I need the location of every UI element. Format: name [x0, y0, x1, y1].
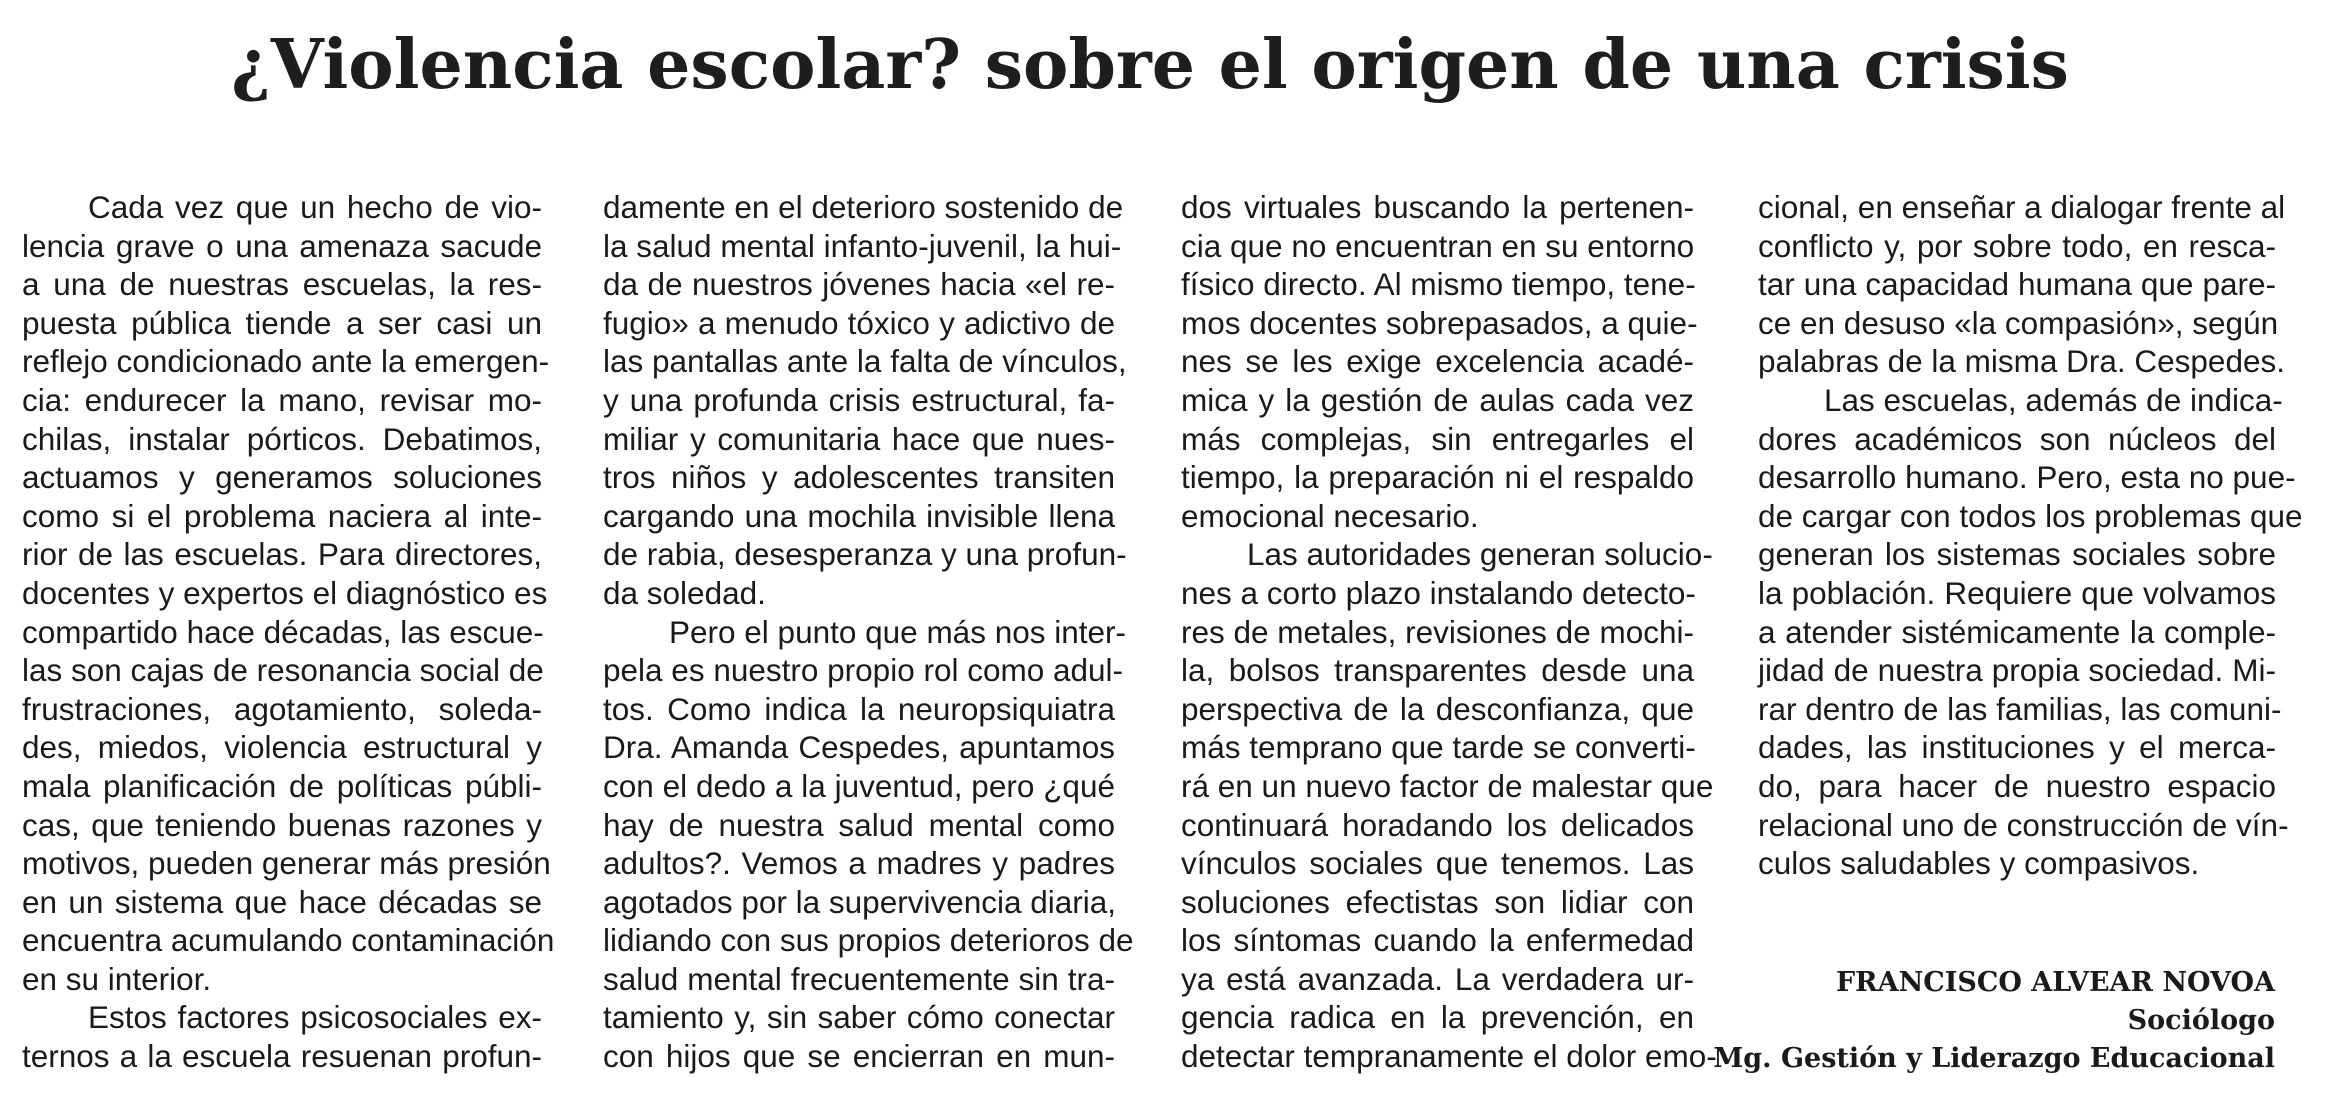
text-line: en un sistema que hace décadas se [22, 883, 542, 920]
text-line: do, para hacer de nuestro espacio [1758, 767, 2276, 804]
text-line: la salud mental infanto-juvenil, la hui- [603, 227, 1122, 264]
text-line: miliar y comunitaria hace que nues- [603, 420, 1115, 457]
text-line: con hijos que se encierran en mun- [603, 1038, 1115, 1075]
text-line: lidiando con sus propios deterioros de [603, 922, 1134, 959]
text-line: agotados por la supervivencia diaria, [603, 883, 1117, 920]
text-line: perspectiva de la desconfianza, que [1181, 690, 1694, 727]
text-line: chilas, instalar pórticos. Debatimos, [22, 420, 542, 457]
text-line: físico directo. Al mismo tiempo, tene- [1181, 266, 1696, 303]
text-line: los síntomas cuando la enfermedad [1181, 922, 1694, 959]
text-line: nes se les exige excelencia acadé- [1181, 343, 1694, 380]
text-line: conflicto y, por sobre todo, en resca- [1758, 227, 2276, 264]
text-line: la población. Requiere que volvamos [1758, 574, 2276, 611]
text-line: relacional uno de construcción de vín- [1758, 806, 2289, 843]
headline: ¿Violencia escolar? sobre el origen de una crisis [231, 25, 2069, 105]
text-line: Dra. Amanda Cespedes, apuntamos [603, 729, 1115, 766]
article-column-1 [22, 188, 555, 1076]
text-line: jidad de nuestra propia sociedad. Mi- [1758, 652, 2276, 689]
text-line: emocional necesario. [1181, 497, 1479, 534]
text-line: desarrollo humano. Pero, esta no pue- [1758, 459, 2296, 496]
text-line: rá en un nuevo factor de malestar que [1181, 767, 1714, 804]
text-line: des, miedos, violencia estructural y [22, 729, 542, 766]
text-line: ternos a la escuela resuenan profun- [22, 1038, 542, 1075]
text-line: rar dentro de las familias, las comuni- [1758, 690, 2282, 727]
text-line: como si el problema naciera al inte- [22, 497, 542, 534]
text-line: res de metales, revisiones de mochi- [1181, 613, 1694, 650]
text-line: cargando una mochila invisible llena [603, 497, 1115, 534]
text-line: Cada vez que un hecho de vio- [88, 189, 542, 225]
text-line: motivos, pueden generar más presión [22, 845, 551, 882]
text-line: tiempo, la preparación ni el respaldo [1181, 459, 1694, 496]
text-line: actuamos y generamos soluciones [22, 459, 542, 496]
text-line: encuentra acumulando contaminación [22, 922, 555, 959]
text-line: cia: endurecer la mano, revisar mo- [22, 381, 542, 418]
text-line: culos saludables y compasivos. [1758, 845, 2200, 882]
text-line: a una de nuestras escuelas, la res- [22, 266, 542, 303]
text-line: a atender sistémicamente la comple- [1758, 613, 2276, 650]
text-line: Las autoridades generan solucio- [1247, 536, 1713, 573]
text-line: tos. Como indica la neuropsiquiatra [603, 690, 1115, 727]
text-line: reflejo condicionado ante la emergen- [22, 343, 550, 380]
text-line: fugio» a menudo tóxico y adictivo de [603, 304, 1115, 341]
author-name: FRANCISCO ALVEAR NOVOA [1836, 967, 2275, 998]
text-line: cia que no encuentran en su entorno [1181, 227, 1695, 264]
text-line: más complejas, sin entregarles el [1181, 420, 1694, 457]
text-line: docentes y expertos el diagnóstico es [22, 574, 548, 611]
text-line: lencia grave o una amenaza sacude [22, 227, 542, 264]
text-line: dades, las instituciones y el merca- [1758, 729, 2276, 766]
text-line: generan los sistemas sociales sobre [1758, 536, 2276, 573]
text-line: las pantallas ante la falta de vínculos, [603, 343, 1127, 380]
text-line: mica y la gestión de aulas cada vez [1181, 381, 1694, 418]
text-line: con el dedo a la juventud, pero ¿qué [603, 767, 1115, 804]
text-line: salud mental frecuentemente sin tra- [603, 960, 1115, 997]
text-line: más temprano que tarde se converti- [1181, 729, 1696, 766]
text-line: Las escuelas, además de indica- [1824, 381, 2283, 418]
text-line: puesta pública tiende a ser casi un [22, 304, 542, 341]
author-byline [1713, 964, 2275, 1078]
text-line: y una profunda crisis estructural, fa- [603, 381, 1115, 418]
text-line: de cargar con todos los problemas que [1758, 497, 2303, 534]
text-line: frustraciones, agotamiento, soleda- [22, 690, 542, 727]
text-line: compartido hace décadas, las escue- [22, 613, 544, 650]
text-line: nes a corto plazo instalando detecto- [1181, 574, 1696, 611]
article-column-2 [603, 188, 1134, 1076]
text-line: mos docentes sobrepasados, a quie- [1181, 304, 1698, 341]
author-profession: Sociólogo [2127, 1005, 2275, 1036]
text-line: en su interior. [22, 960, 212, 997]
text-line: mala planificación de políticas públi- [22, 767, 542, 804]
text-line: Pero el punto que más nos inter- [669, 613, 1127, 650]
text-line: de rabia, desesperanza y una profun- [603, 536, 1127, 573]
text-line: cional, en enseñar a dialogar frente al [1758, 189, 2286, 225]
text-line: tros niños y adolescentes transiten [603, 459, 1115, 496]
text-line: damente en el deterioro sostenido de [603, 189, 1124, 225]
text-line: hay de nuestra salud mental como [603, 806, 1115, 843]
text-line: ce en desuso «la compasión», según [1758, 304, 2279, 341]
text-line: la, bolsos transparentes desde una [1181, 652, 1694, 689]
text-line: soluciones efectistas son lidiar con [1181, 883, 1694, 920]
text-line: rior de las escuelas. Para directores, [22, 536, 542, 573]
text-line: las son cajas de resonancia social de [22, 652, 544, 689]
text-line: continuará horadando los delicados [1181, 806, 1694, 843]
text-line: tamiento y, sin saber cómo conectar [603, 999, 1115, 1036]
text-line: da soledad. [603, 574, 766, 611]
text-line: cas, que teniendo buenas razones y [22, 806, 542, 843]
text-line: adultos?. Vemos a madres y padres [603, 845, 1115, 882]
article-column-3 [1181, 188, 1717, 1076]
text-line: gencia radica en la prevención, en [1181, 999, 1694, 1036]
text-line: dos virtuales buscando la pertenen- [1181, 189, 1694, 225]
author-degree: Mg. Gestión y Liderazgo Educacional [1713, 1043, 2275, 1074]
text-line: palabras de la misma Dra. Cespedes. [1758, 343, 2285, 380]
text-line: Estos factores psicosociales ex- [88, 999, 542, 1036]
article-column-4 [1758, 188, 2303, 883]
text-line: pela es nuestro propio rol como adul- [603, 652, 1124, 689]
text-line: detectar tempranamente el dolor emo- [1181, 1038, 1717, 1075]
text-line: dores académicos son núcleos del [1758, 420, 2276, 457]
text-line: ya está avanzada. La verdadera ur- [1181, 960, 1694, 997]
text-line: da de nuestros jóvenes hacia «el re- [603, 266, 1115, 303]
text-line: vínculos sociales que tenemos. Las [1181, 845, 1694, 882]
text-line: tar una capacidad humana que pare- [1758, 266, 2276, 303]
